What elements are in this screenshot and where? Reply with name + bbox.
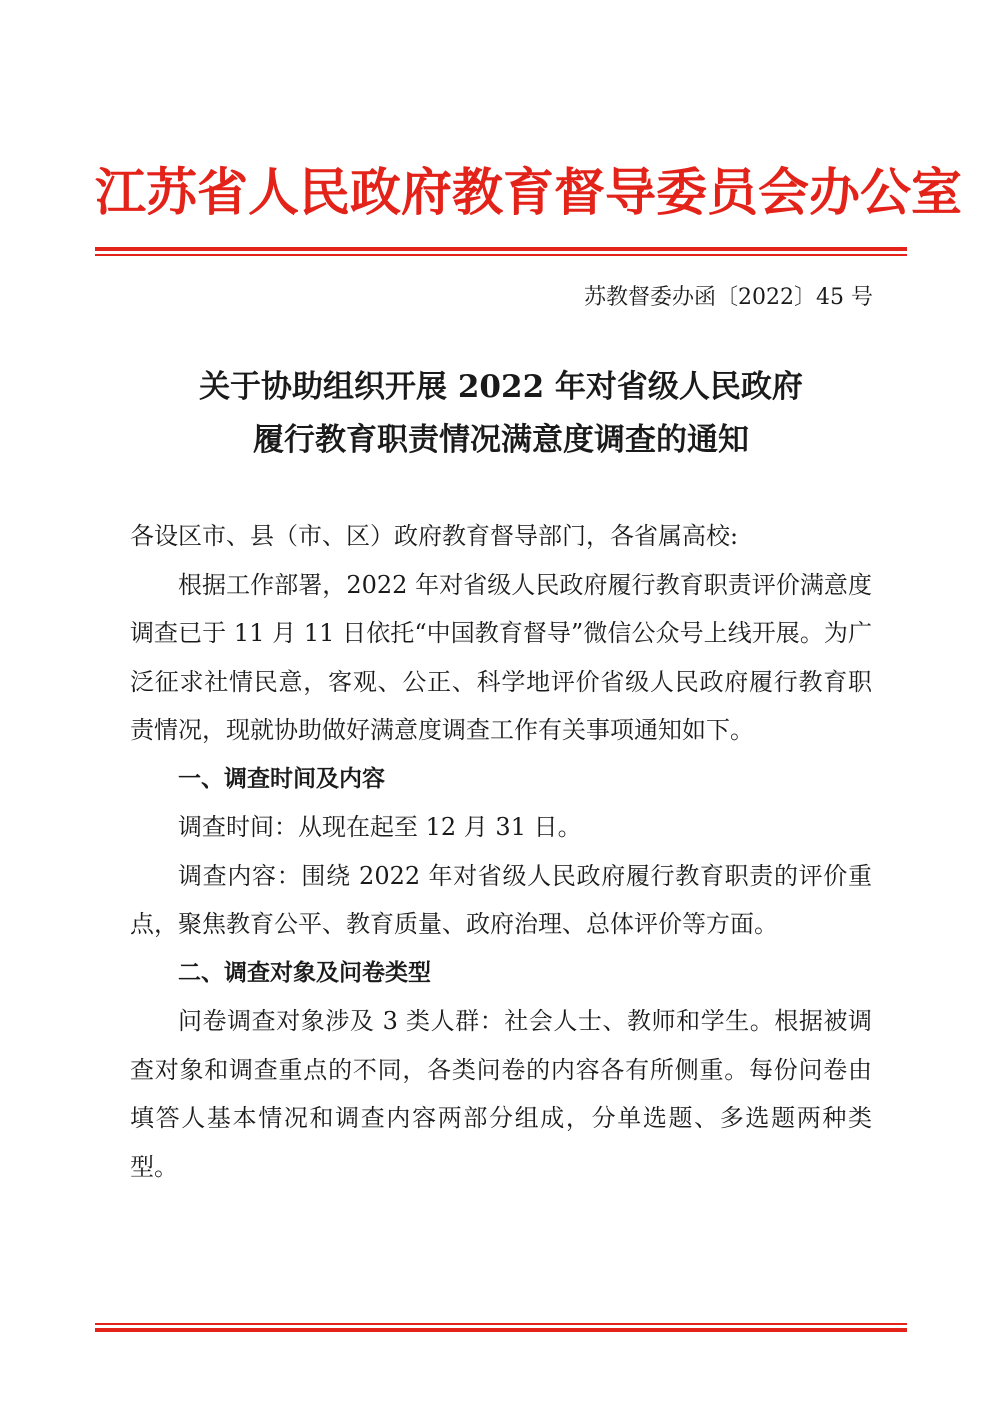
footer-divider-thin xyxy=(95,1323,907,1325)
salutation: 各设区市、县（市、区）政府教育督导部门，各省属高校: xyxy=(130,522,739,550)
footer-divider-thick xyxy=(95,1328,907,1332)
section-1-heading: 一、调查时间及内容 xyxy=(178,765,385,792)
document-body xyxy=(130,512,872,1191)
intro-paragraph: 根据工作部署，2022 年对省级人民政府履行教育职责评价满意度调查已于 11 月 11 日依托“中国教育督导”微信公众号上线开展。为广泛征求社情民意，客观、公正、科学地评价省级人民政府履行教育职责情况，现就协助做好满意度调查工作有关事项通知如下。 xyxy=(130,570,872,744)
masthead-title: 江苏省人民政府教育督导委员会办公室 xyxy=(95,163,963,223)
document-title-line-1: 关于协助组织开展 2022 年对省级人民政府 xyxy=(199,369,803,405)
document-title-line-2: 履行教育职责情况满意度调查的通知 xyxy=(253,422,749,458)
masthead-divider-thick xyxy=(95,247,907,251)
section-1-time: 调查时间：从现在起至 12 月 31 日。 xyxy=(178,813,582,841)
section-2-heading: 二、调查对象及问卷类型 xyxy=(178,959,431,986)
section-2-paragraph: 问卷调查对象涉及 3 类人群：社会人士、教师和学生。根据被调查对象和调查重点的不同，各类问卷的内容各有所侧重。每份问卷由填答人基本情况和调查内容两部分组成，分单选题、多选题两种类型。 xyxy=(130,1007,872,1181)
masthead-divider-thin xyxy=(95,254,907,256)
section-1-content: 调查内容：围绕 2022 年对省级人民政府履行教育职责的评价重点，聚焦教育公平、教育质量、政府治理、总体评价等方面。 xyxy=(130,861,872,938)
document-number: 苏教督委办函〔2022〕45 号 xyxy=(584,285,873,310)
